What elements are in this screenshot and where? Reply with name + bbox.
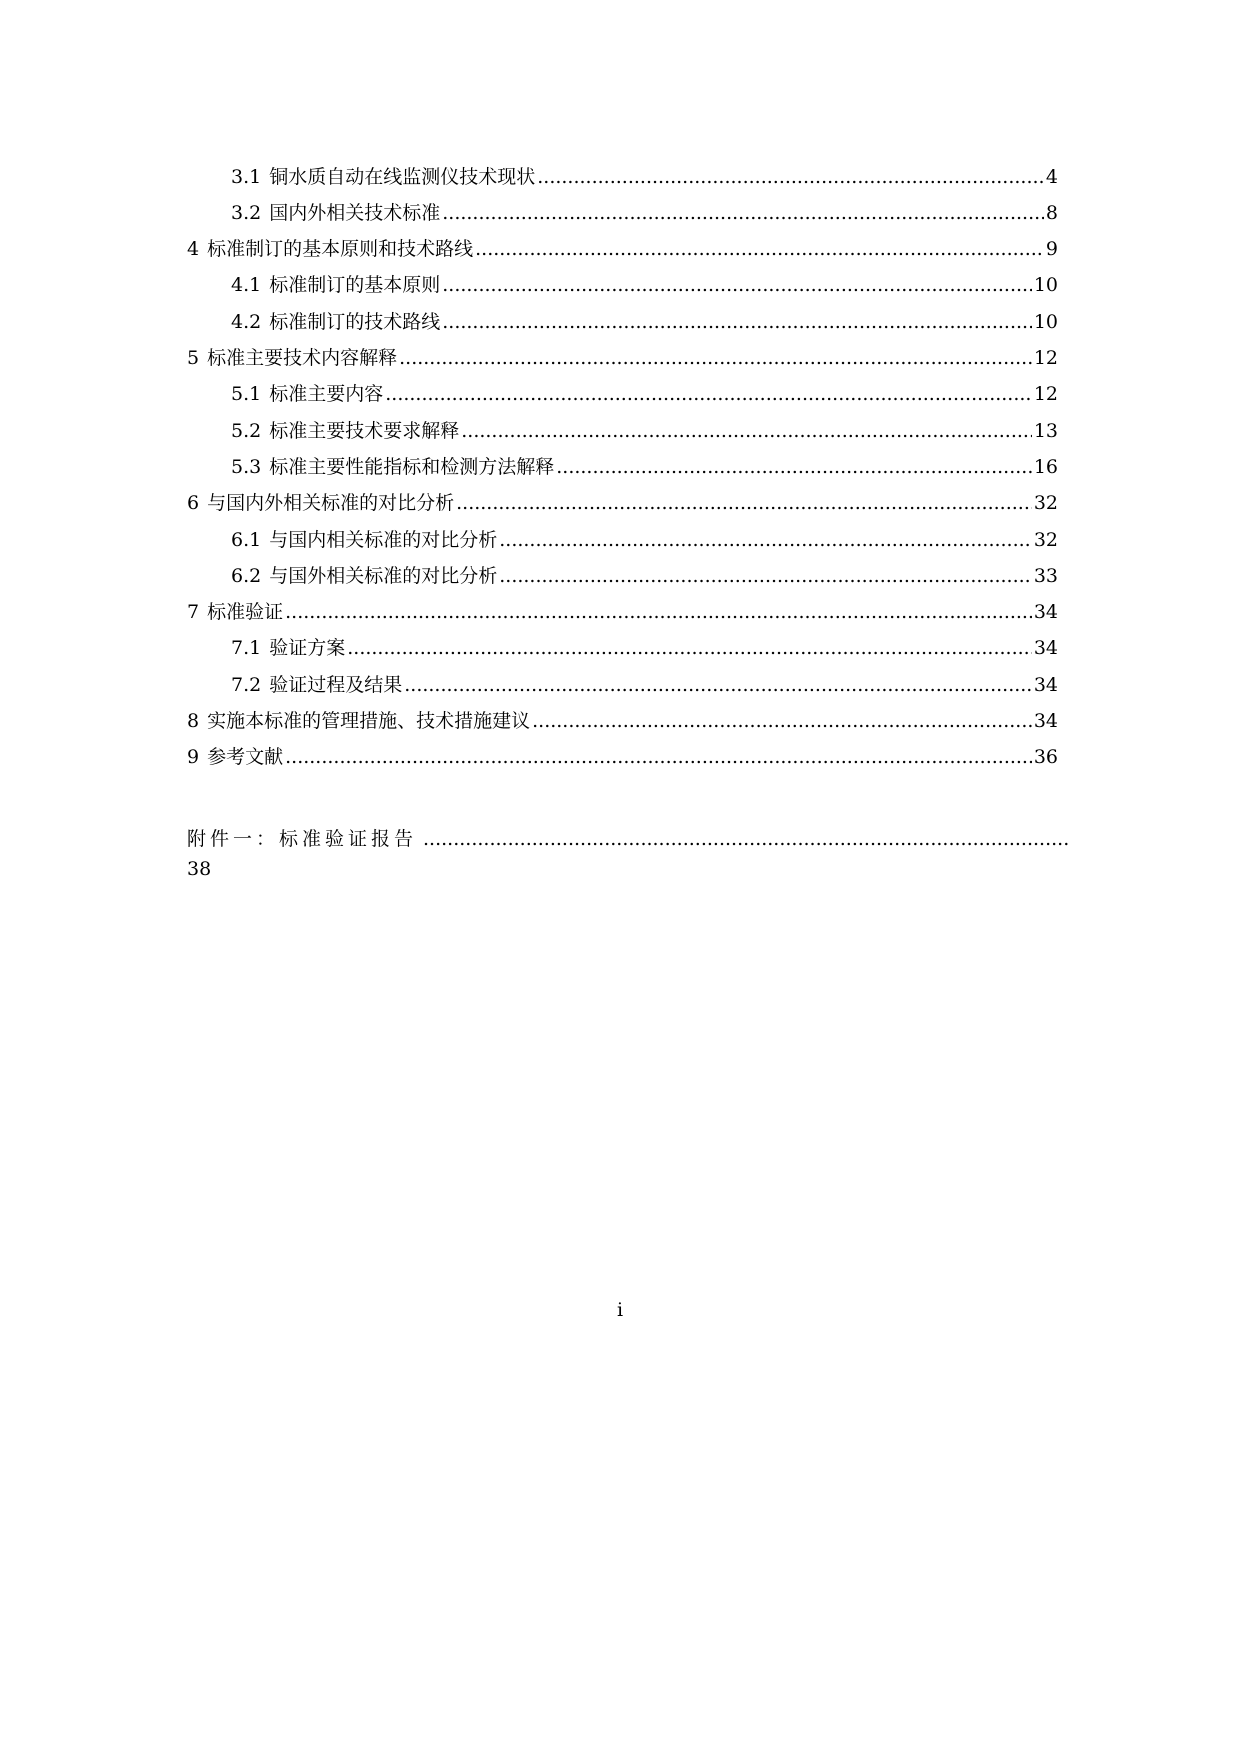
toc-dot-leader <box>475 236 1044 262</box>
toc-entry[interactable] <box>187 708 1058 734</box>
toc-entry-title: 与国内外相关标准的对比分析 <box>207 492 455 514</box>
toc-entry-number: 7.2 <box>231 674 262 696</box>
toc-entry-page: 4 <box>1045 166 1058 188</box>
toc-entry-page: 8 <box>1045 202 1058 224</box>
toc-dot-leader <box>404 672 1032 698</box>
toc-dot-leader <box>347 635 1032 661</box>
toc-dot-leader <box>285 599 1032 625</box>
toc-entry-number: 8 <box>187 710 200 732</box>
toc-entry-title: 实施本标准的管理措施、技术措施建议 <box>207 710 531 732</box>
toc-entry-page: 33 <box>1033 565 1058 587</box>
toc-dot-leader <box>532 708 1032 734</box>
toc-entry-number: 4.2 <box>231 311 262 333</box>
toc-entry-number: 6.1 <box>231 529 262 551</box>
toc-entry-number: 5.2 <box>231 420 262 442</box>
toc-entry-number: 9 <box>187 746 200 768</box>
toc-entry[interactable] <box>231 672 1058 698</box>
toc-entry-title: 标准主要技术内容解释 <box>207 347 398 369</box>
toc-dot-leader <box>499 527 1032 553</box>
toc-dot-leader <box>442 272 1032 298</box>
toc-entry-title: 标准制订的基本原则和技术路线 <box>207 238 474 260</box>
toc-entry-title: 与国外相关标准的对比分析 <box>269 565 498 587</box>
toc-entry-page: 12 <box>1033 347 1058 369</box>
toc-entry-page: 34 <box>1033 710 1058 732</box>
toc-entry-page: 13 <box>1033 420 1058 442</box>
toc-dot-leader <box>385 381 1032 407</box>
toc-entry-number: 3.2 <box>231 202 262 224</box>
toc-entry-number: 6 <box>187 492 200 514</box>
toc-entry-title: 铜水质自动在线监测仪技术现状 <box>269 166 536 188</box>
toc-dot-leader <box>442 200 1044 226</box>
toc-entry-page: 9 <box>1045 238 1058 260</box>
toc-entry[interactable] <box>187 744 1058 770</box>
toc-appendix-entry[interactable] <box>187 826 1068 852</box>
toc-entry-number: 6.2 <box>231 565 262 587</box>
toc-entry-page: 34 <box>1033 674 1058 696</box>
toc-entry-number: 7.1 <box>231 637 262 659</box>
toc-entry-title: 验证方案 <box>269 637 346 659</box>
toc-entry-title: 国内外相关技术标准 <box>269 202 441 224</box>
toc-entry-title: 标准验证 <box>207 601 284 623</box>
toc-entry-page: 12 <box>1033 383 1058 405</box>
toc-entry[interactable] <box>231 164 1058 190</box>
toc-entry-page: 16 <box>1033 456 1058 478</box>
toc-dot-leader <box>399 345 1032 371</box>
toc-entry-number: 4.1 <box>231 274 262 296</box>
toc-entry-number: 3.1 <box>231 166 262 188</box>
toc-entry[interactable] <box>231 635 1058 661</box>
toc-entry-title: 标准制订的技术路线 <box>269 311 441 333</box>
toc-entry-title: 验证过程及结果 <box>269 674 403 696</box>
toc-dot-leader <box>461 418 1032 444</box>
toc-dot-leader <box>499 563 1032 589</box>
toc-entry[interactable] <box>231 272 1058 298</box>
toc-entry[interactable] <box>187 345 1058 371</box>
toc-entry[interactable] <box>231 200 1058 226</box>
toc-entry-page: 32 <box>1033 492 1058 514</box>
toc-entry[interactable] <box>187 490 1058 516</box>
toc-entry-title: 与国内相关标准的对比分析 <box>269 529 498 551</box>
toc-entry[interactable] <box>231 527 1058 553</box>
toc-entry[interactable] <box>187 599 1058 625</box>
toc-dot-leader <box>456 490 1032 516</box>
toc-entry-number: 5.3 <box>231 456 262 478</box>
toc-entry[interactable] <box>231 563 1058 589</box>
toc-entry[interactable] <box>231 418 1058 444</box>
toc-entry[interactable] <box>231 454 1058 480</box>
toc-entry-page: 34 <box>1033 601 1058 623</box>
toc-entry-title: 标准主要性能指标和检测方法解释 <box>269 456 555 478</box>
toc-entry[interactable] <box>231 381 1058 407</box>
toc-entry-number: 5.1 <box>231 383 262 405</box>
toc-appendix-title: 附件一：标准验证报告 <box>187 828 418 850</box>
toc-dot-leader <box>442 309 1032 335</box>
toc-entry-number: 4 <box>187 238 200 260</box>
toc-entry-title: 标准主要内容 <box>269 383 384 405</box>
page-number: i <box>616 1299 624 1321</box>
toc-dot-leader <box>285 744 1032 770</box>
toc-entry-title: 标准主要技术要求解释 <box>269 420 460 442</box>
toc-entry-page: 32 <box>1033 529 1058 551</box>
toc-entry-number: 7 <box>187 601 200 623</box>
toc-entry-page: 34 <box>1033 637 1058 659</box>
toc-dot-leader <box>556 454 1032 480</box>
toc-entry-page: 10 <box>1033 311 1058 333</box>
toc-entry-page: 36 <box>1033 746 1058 768</box>
toc-dot-leader <box>537 164 1044 190</box>
toc-entry[interactable] <box>187 236 1058 262</box>
toc-entry[interactable] <box>231 309 1058 335</box>
toc-entry-number: 5 <box>187 347 200 369</box>
toc-dot-leader <box>423 826 1068 852</box>
toc-appendix-page: 38 <box>187 858 212 880</box>
toc-entry-page: 10 <box>1033 274 1058 296</box>
toc-entry-title: 标准制订的基本原则 <box>269 274 441 296</box>
toc-entry-title: 参考文献 <box>207 746 284 768</box>
